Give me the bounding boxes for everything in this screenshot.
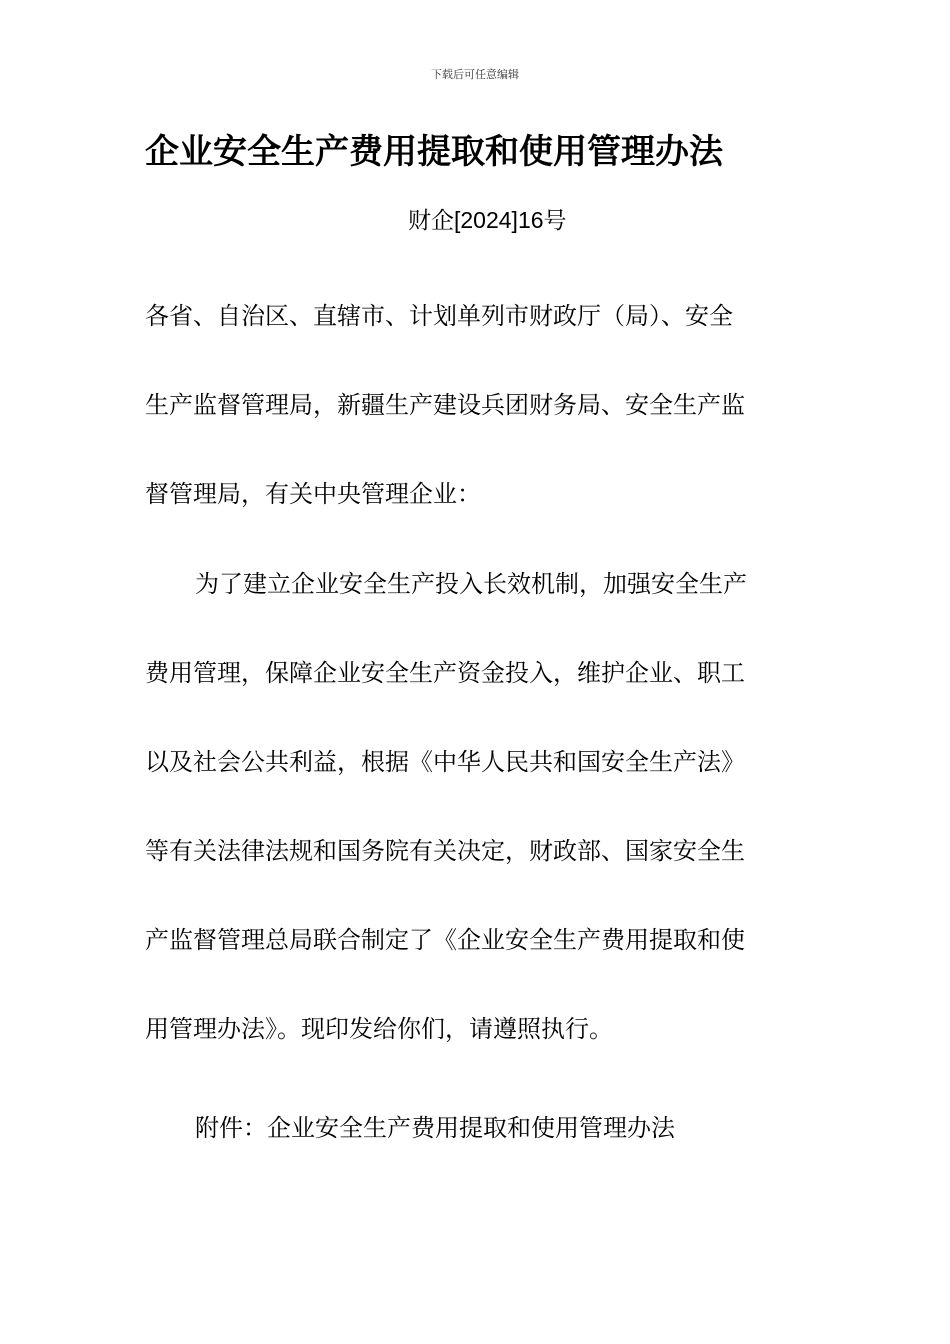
paragraph-line: 督管理局，有关中央管理企业： bbox=[145, 480, 481, 508]
paragraph-line: 以及社会公共利益，根据《中华人民共和国安全生产法》 bbox=[145, 748, 745, 776]
paragraph-line: 等有关法律法规和国务院有关决定，财政部、国家安全生 bbox=[145, 837, 745, 865]
paragraph-line: 用管理办法》。现印发给你们，请遵照执行。 bbox=[145, 1015, 613, 1043]
document-number bbox=[408, 202, 567, 235]
main-paragraph bbox=[145, 540, 785, 1074]
paragraph-line: 产监督管理总局联合制定了《企业安全生产费用提取和使 bbox=[145, 926, 745, 954]
paragraph-line: 生产监督管理局，新疆生产建设兵团财务局、安全生产监 bbox=[145, 391, 745, 419]
document-number-prefix: 财企 bbox=[408, 208, 454, 234]
document-number-suffix: 号 bbox=[543, 208, 567, 234]
document-title: 企业安全生产费用提取和使用管理办法 bbox=[145, 132, 723, 172]
paragraph-line: 为了建立企业安全生产投入长效机制，加强安全生产 bbox=[195, 570, 747, 598]
attachment-line: 附件：企业安全生产费用提取和使用管理办法 bbox=[195, 1114, 675, 1142]
paragraph-line: 各省、自治区、直辖市、计划单列市财政厅（局）、安全 bbox=[145, 302, 733, 330]
paragraph-line: 费用管理，保障企业安全生产资金投入，维护企业、职工 bbox=[145, 659, 745, 687]
salutation-paragraph bbox=[145, 272, 785, 539]
header-note: 下载后可任意编辑 bbox=[431, 68, 519, 81]
document-number-code: [2024]16 bbox=[454, 207, 544, 233]
